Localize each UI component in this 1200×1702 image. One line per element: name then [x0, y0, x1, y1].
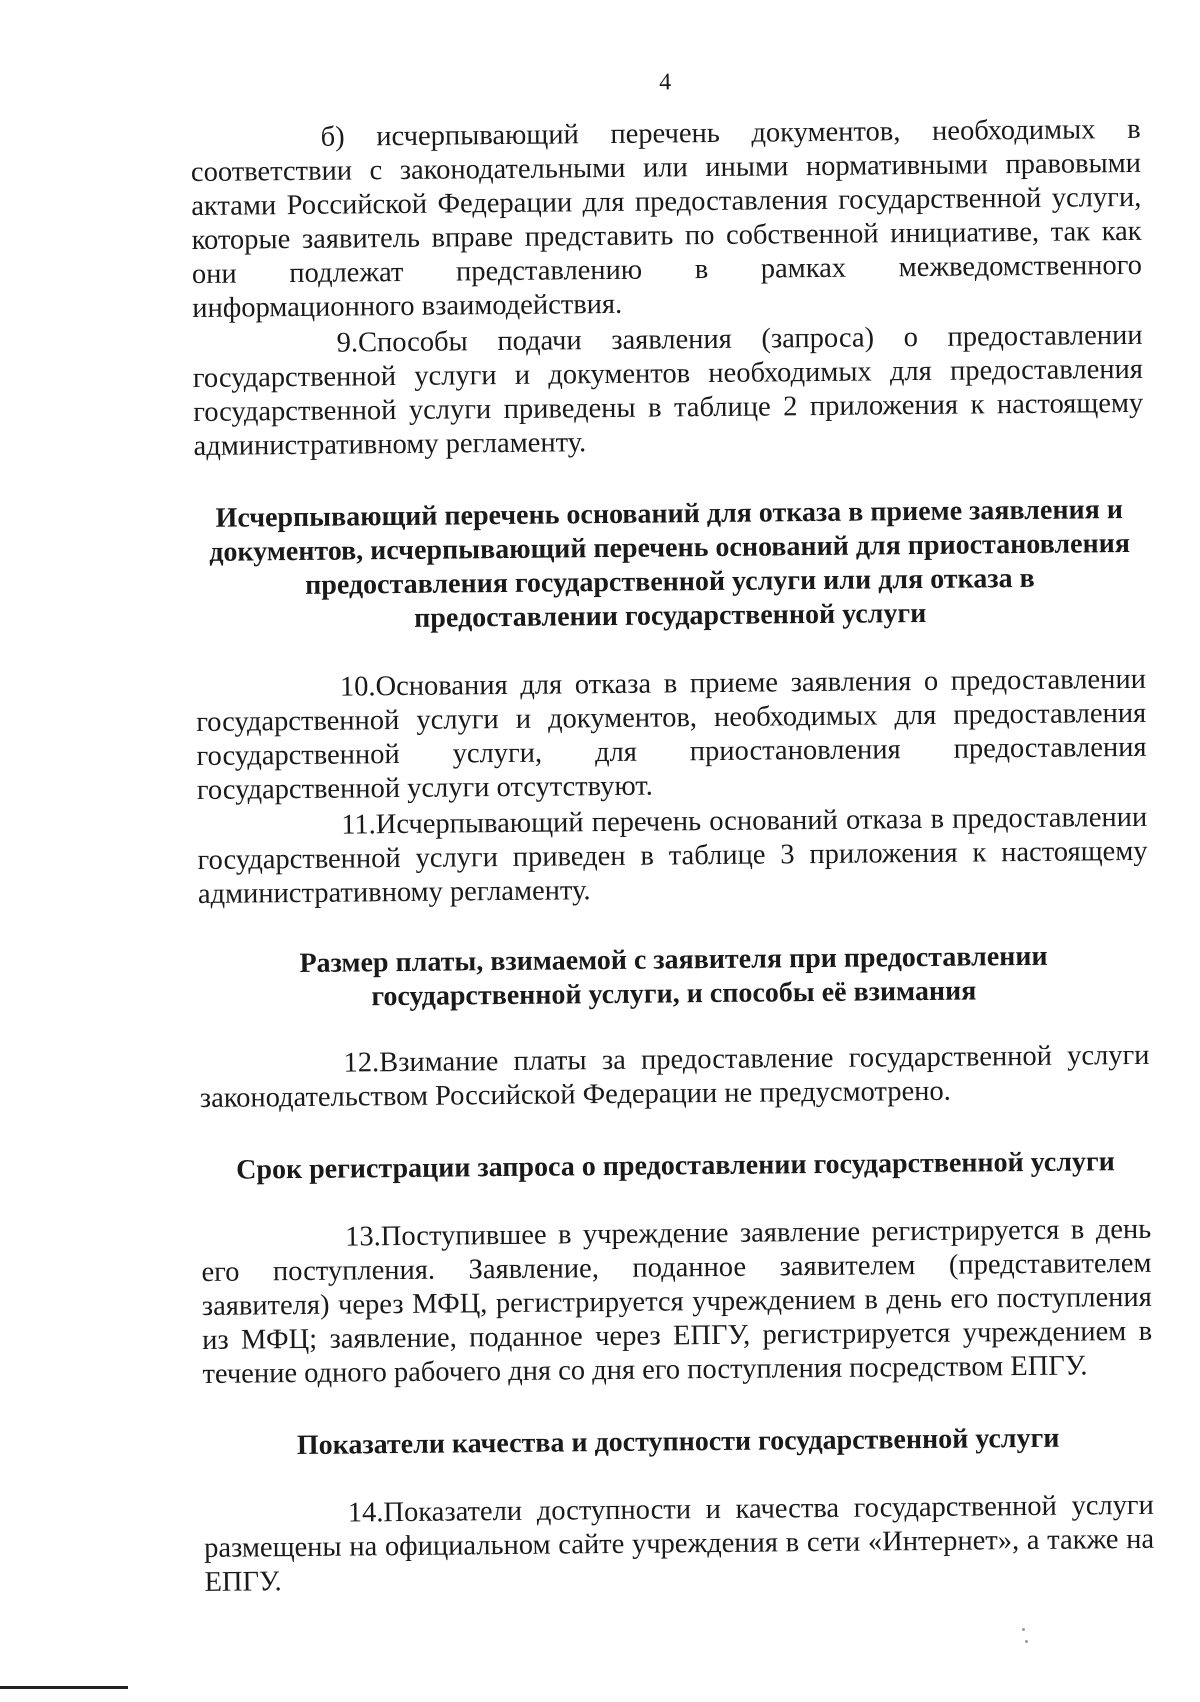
paragraph-14: [204, 1489, 1155, 1600]
section-heading-registration-term: Срок регистрации запроса о предоставлении государственной услуги: [236, 1146, 1115, 1186]
paragraph-10: [196, 663, 1147, 808]
section-heading-fee: Размер платы, взимаемой с заявителя при предоставлении государственной услуги, и способы её взимания: [299, 940, 1048, 1013]
paragraph-text: Способы подачи заявления (запроса) о предоставлении государственной услуги и документов необходимых для предоставления государственной услуги приведены в таблице 2 приложения к настоящему административному регламенту.: [192, 319, 1144, 462]
paragraph-number: 11.: [341, 809, 376, 841]
paragraph-8b: [190, 113, 1142, 326]
paragraph-number: 10.: [339, 671, 376, 703]
paragraph-text: Показатели доступности и качества государственной услуги размещены на официальном сайте учреждения в сети «Интернет», а также на ЕПГУ.: [204, 1489, 1155, 1598]
paragraph-9: [192, 319, 1143, 464]
paragraph-number: 12.: [343, 1047, 380, 1079]
scan-edge-line: [0, 1686, 128, 1689]
paragraph-number: [263, 146, 321, 147]
paragraph-text: Исчерпывающий перечень оснований отказа в предоставлении государственной услуги приведен в таблице 3 приложения к настоящему административному регламенту.: [197, 801, 1148, 910]
page-content: [190, 63, 1155, 1600]
paragraph-11: [197, 801, 1148, 912]
scan-speck: [1025, 1640, 1028, 1643]
paragraph-12: [199, 1039, 1150, 1116]
section-heading-quality-indicators: Показатели качества и доступности государственной услуги: [296, 1422, 1060, 1462]
paragraph-number: 14.: [347, 1497, 384, 1529]
paragraph-number: 9.: [336, 327, 359, 359]
paragraph-number: 13.: [345, 1221, 381, 1253]
section-heading-refusal-grounds: Исчерпывающий перечень оснований для отказа в приеме заявления и документов, исчерпывающий перечень оснований для приостановления предоставления государственной услуги или для отказа в предоставлении государственной услуги: [209, 494, 1131, 634]
paragraph-text: Основания для отказа в приеме заявления о предоставлении государственной услуги и документов, необходимых для предоставления государственной услуги, для приостановления предоставления государственной услуги отсутствуют.: [196, 663, 1147, 806]
paragraph-text: Поступившее в учреждение заявление регистрируется в день его поступления. Заявление, поданное заявителем (представителем заявителя) через МФЦ, регистрируется учреждением в день его поступления из МФЦ; заявление, поданное через ЕПГУ, регистрируется учреждением в течение одного рабочего дня со дня его поступления посредством ЕПГУ.: [201, 1213, 1153, 1390]
paragraph-13: [201, 1213, 1153, 1392]
paragraph-text: б) исчерпывающий перечень документов, необходимых в соответствии с законодательными или иными нормативными правовыми актами Российской Федерации для предоставления государственной услуги, которые заявитель вправе представить по собственной инициативе, так как они подлежат представлению в рамках межведомственного информационного взаимодействия.: [190, 113, 1143, 324]
page-number: 4: [658, 69, 672, 96]
paragraph-text: Взимание платы за предоставление государственной услуги законодательством Российской Федерации не предусмотрено.: [199, 1039, 1150, 1114]
scan-speck: [1022, 1628, 1025, 1631]
